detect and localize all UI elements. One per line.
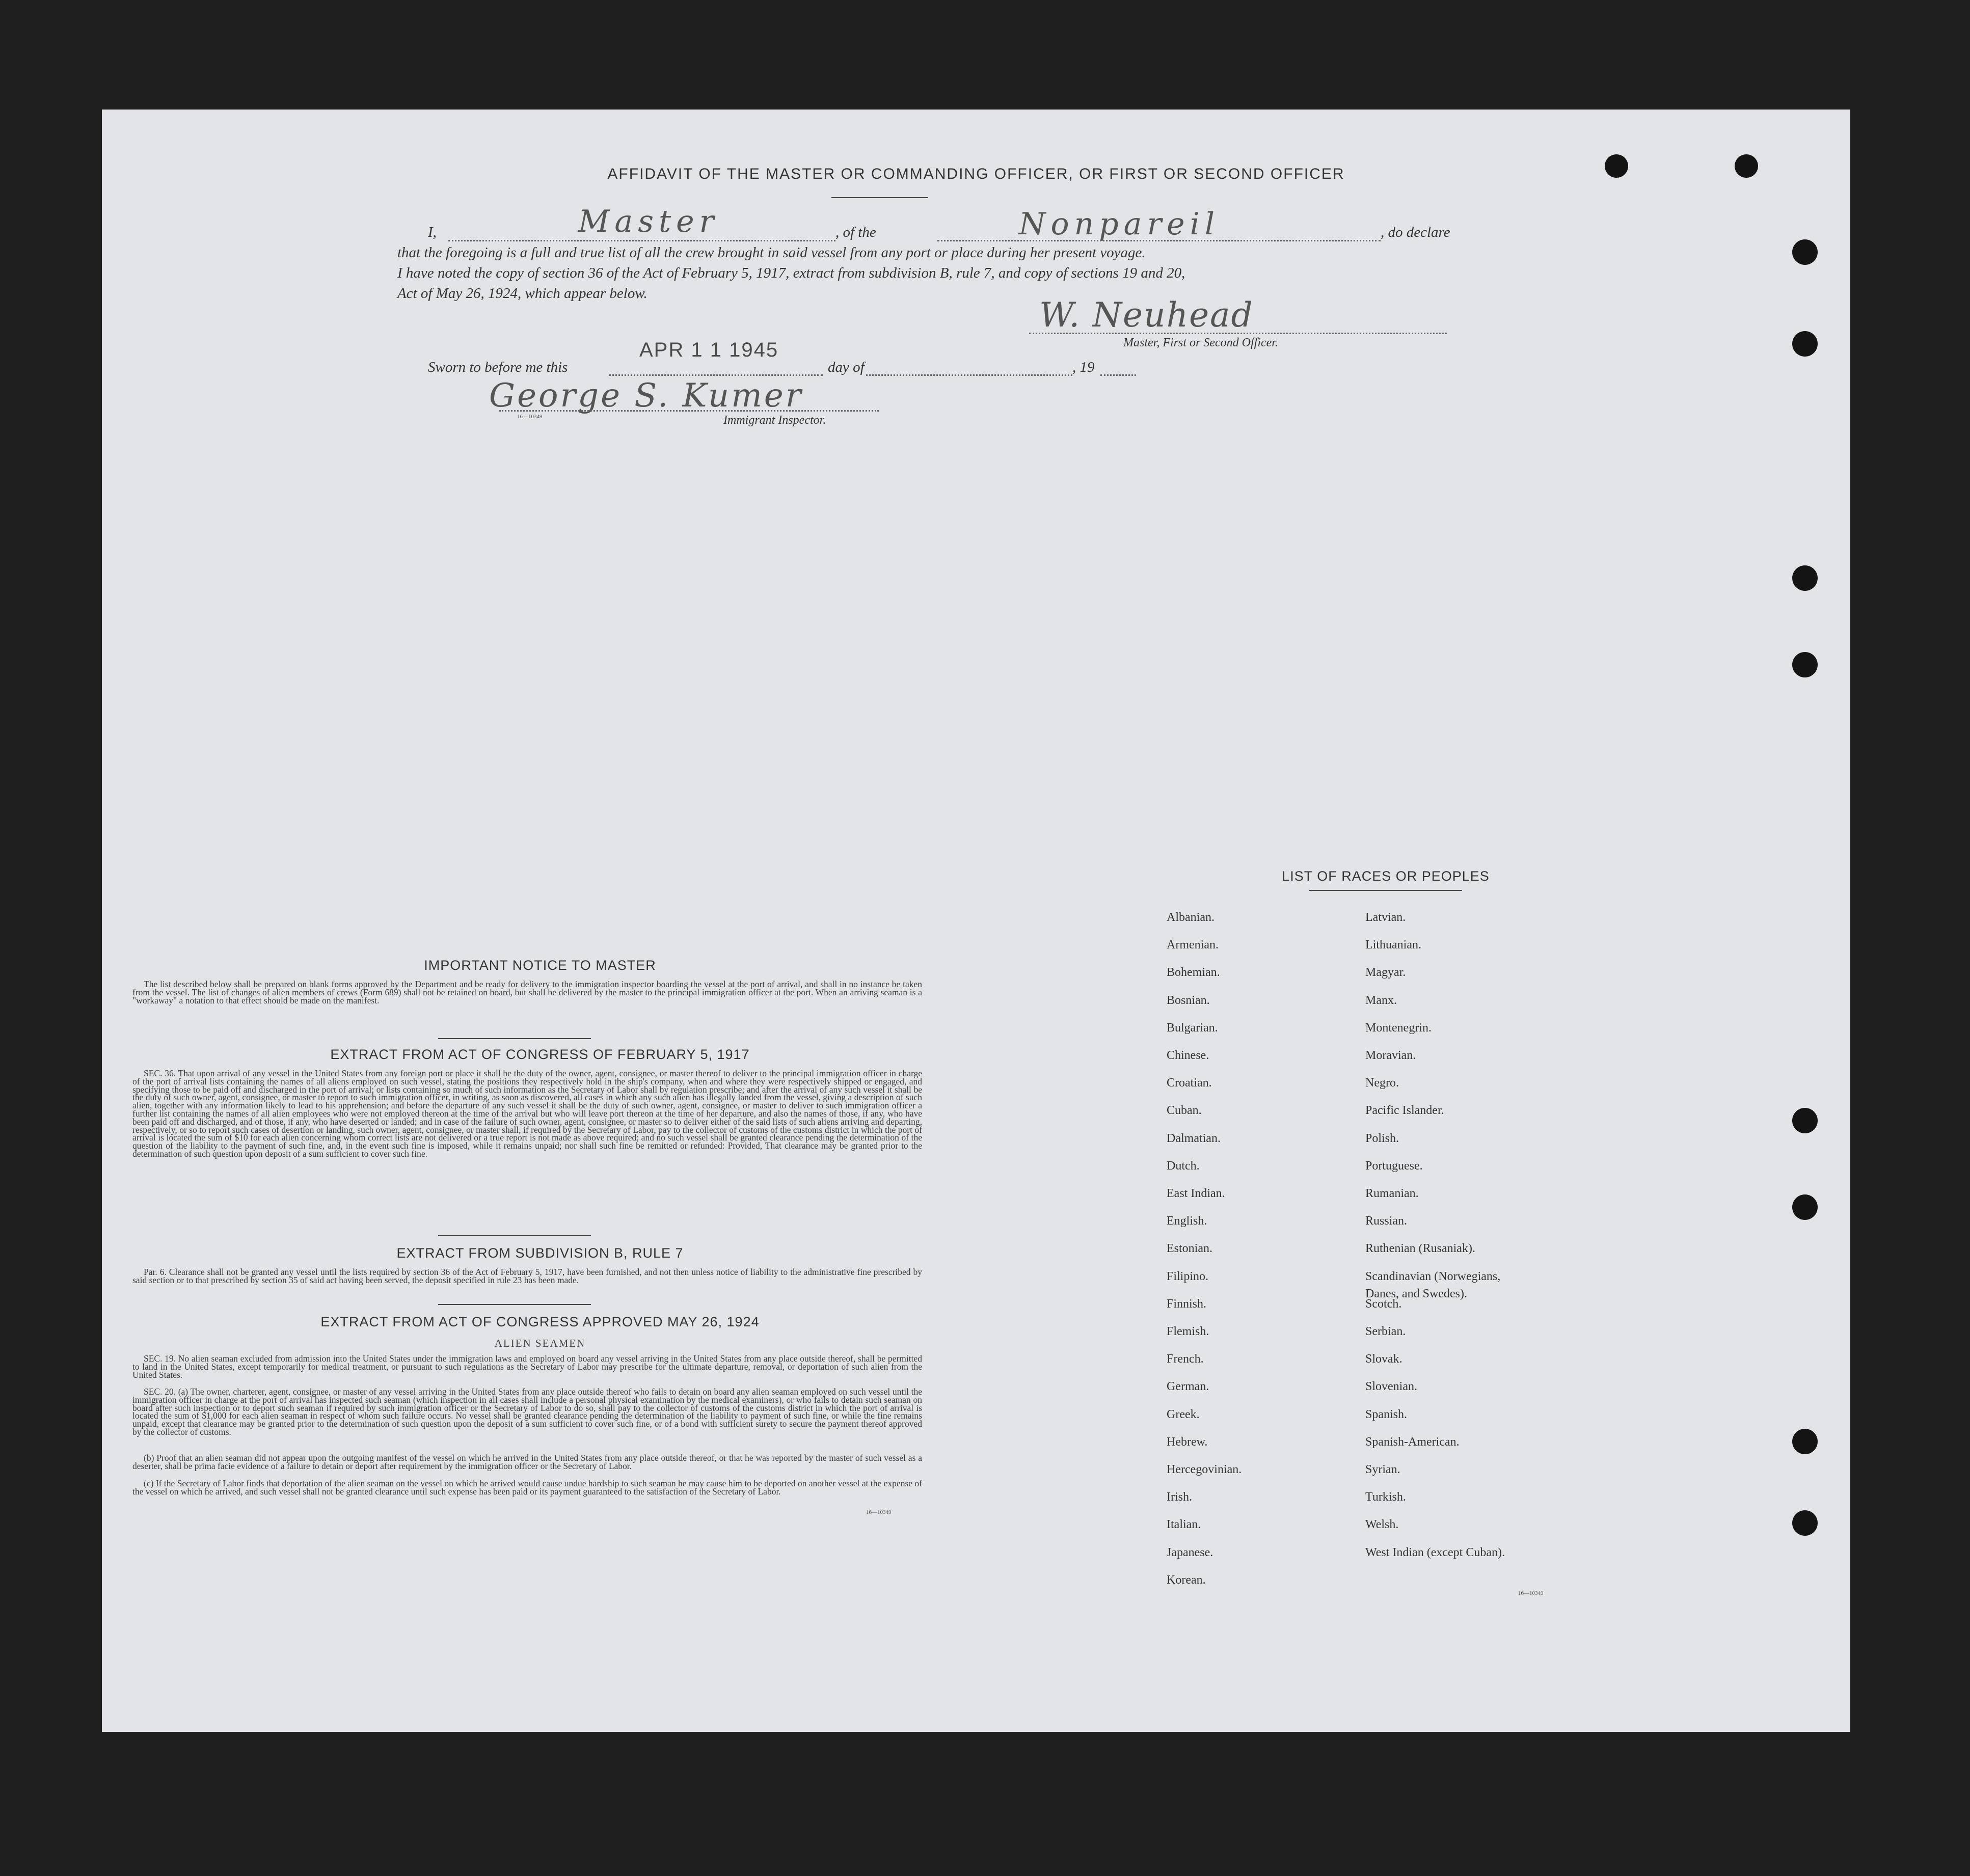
extract-form-number: 16—10349	[866, 1509, 892, 1515]
binder-hole	[1792, 1429, 1818, 1454]
sec20c-text: (c) If the Secretary of Labor finds that deportation of the alien seaman on the vessel on which he arrived would cause undue hardship to such seaman he may cause him to be deported on another vessel at the expense of the vessel on which he arrived, and such vessel shall not be granted clearance until such expense has been paid or its payment guaranteed to the satisfaction of the Secretary of Labor.	[132, 1478, 922, 1497]
race-item: Albanian.	[1167, 911, 1215, 924]
race-item: Croatian.	[1167, 1076, 1212, 1090]
race-item: Turkish.	[1365, 1490, 1406, 1504]
race-item: Korean.	[1167, 1573, 1206, 1587]
binder-hole	[1792, 652, 1818, 677]
date-stamp: APR 1 1 1945	[639, 339, 779, 361]
vessel-handwritten: Nonpareil	[1019, 206, 1220, 242]
race-item: Syrian.	[1365, 1463, 1400, 1476]
race-item: Scandinavian (Norwegians,	[1365, 1269, 1501, 1283]
race-item: Portuguese.	[1365, 1159, 1423, 1173]
affidavit-body-line3: Act of May 26, 1924, which appear below.	[397, 285, 647, 302]
binder-hole	[1792, 565, 1818, 591]
binder-hole	[1605, 154, 1628, 178]
race-item: Bohemian.	[1167, 966, 1220, 980]
race-item: Montenegrin.	[1365, 1021, 1432, 1035]
race-item: Bosnian.	[1167, 993, 1210, 1007]
sec19-text: SEC. 19. No alien seaman excluded from admission into the United States under the immigration laws and employed on board any vessel arriving in the United States from any place outside thereof, shall be permitted to land in the United States, except temporarily for medical treatment, or pursuant to such regulations as the Secretary of Labor may prescribe for the ultimate departure, removal, or deportation of such alien from the United States.	[132, 1353, 922, 1380]
race-scandinavian-cont: Danes, and Swedes).	[1365, 1287, 1467, 1300]
subdivision-text: Par. 6. Clearance shall not be granted any vessel until the lists required by section 36 of the Act of February 5, 1917, have been furnished, and not then unless notice of liability to the administrative fine prescribed by said section or to that prescribed by section 35 of said act having been served, the deposit specified in rule 23 has been made.	[132, 1267, 922, 1285]
race-item: Japanese.	[1167, 1545, 1213, 1559]
race-item: Irish.	[1167, 1490, 1192, 1504]
race-item: Greek.	[1167, 1407, 1200, 1421]
race-item: Scotch.	[1365, 1297, 1402, 1311]
race-item: Slovak.	[1365, 1352, 1402, 1366]
race-item: Hebrew.	[1167, 1435, 1208, 1449]
race-item: Dutch.	[1167, 1159, 1200, 1173]
race-item: Magyar.	[1365, 966, 1406, 980]
race-item: East Indian.	[1167, 1187, 1225, 1200]
race-item: Pacific Islander.	[1365, 1104, 1444, 1118]
binder-hole	[1792, 1510, 1818, 1536]
race-item: Latvian.	[1365, 911, 1406, 924]
race-item: Lithuanian.	[1365, 938, 1421, 952]
affidavit-title: AFFIDAVIT OF THE MASTER OR COMMANDING OFFICER, OR FIRST OR SECOND OFFICER	[607, 166, 1345, 182]
affidavit-form-number: 16—10349	[517, 414, 543, 420]
race-item: German.	[1167, 1380, 1209, 1394]
notice-title: IMPORTANT NOTICE TO MASTER	[424, 958, 656, 973]
race-item: Spanish.	[1365, 1407, 1408, 1421]
binder-hole	[1792, 331, 1818, 357]
notice-text: The list described below shall be prepared on blank forms approved by the Department and be ready for delivery to the immigration inspector boarding the vessel at the port of arrival, and shall in no instance be taken from the vessel. The list of changes of alien members of crews (Form 689) shall not be retained on board, but shall be delivered by the master to the principal immigration officer at the port. When an arriving seaman is a "workaway" a notation to that effect should be made on the manifest.	[132, 979, 922, 1005]
race-item: Spanish-American.	[1365, 1435, 1460, 1449]
i-label: I,	[428, 224, 437, 240]
inspector-caption: Immigrant Inspector.	[723, 414, 826, 427]
inspector-signature: George S. Kumer	[489, 377, 803, 415]
master-signature-line	[1029, 333, 1447, 334]
name-line	[448, 240, 835, 241]
race-item: Welsh.	[1365, 1518, 1399, 1532]
race-item: Estonian.	[1167, 1242, 1212, 1256]
binder-hole	[1792, 239, 1818, 265]
year-prefix: , 19	[1072, 359, 1095, 375]
race-item: Armenian.	[1167, 938, 1219, 952]
of-the-label: , of the	[835, 224, 876, 240]
race-item: Russian.	[1365, 1214, 1408, 1228]
title-rule	[831, 197, 928, 198]
race-item: Manx.	[1365, 993, 1397, 1007]
month-line	[866, 374, 1072, 376]
race-item: Slovenian.	[1365, 1380, 1417, 1394]
binder-hole	[1735, 154, 1758, 178]
inspector-signature-line	[499, 410, 879, 412]
subdivision-rule	[438, 1304, 591, 1305]
race-item: Finnish.	[1167, 1297, 1207, 1311]
form-page	[102, 110, 1850, 1732]
sworn-label: Sworn to before me this	[428, 359, 568, 375]
extract1924-subtitle: ALIEN SEAMEN	[494, 1337, 586, 1349]
race-item: Ruthenian (Rusaniak).	[1365, 1242, 1475, 1256]
sec20a-text: SEC. 20. (a) The owner, charterer, agent, consignee, or master of any vessel arriving in the United States from any place outside thereof who fails to detain on board any alien seaman employed on such vessel until the immigration officer in charge at the port of arrival has inspected such seaman (which inspection in all cases shall include a personal physical examination by the medical examiners), or who fails to detain such seaman on board after such inspection or to deport such seaman if required by such immigration officer or the Secretary of Labor to do so, shall pay to the collector of customs of the customs district in which the port of arrival is located the sum of $1,000 for each alien seaman in respect of whom such failure occurs. No vessel shall be granted clearance pending the determination of the liability to payment of such fine, or while the fine remains unpaid, except that clearance may be granted prior to the determination of such question upon the deposit of a sum sufficient to cover such fine, or of a bond with sufficient surety to secure the payment thereof approved by the collector of customs.	[132, 1386, 922, 1437]
master-caption: Master, First or Second Officer.	[1123, 336, 1278, 349]
extract1924-title: EXTRACT FROM ACT OF CONGRESS APPROVED MAY 26, 1924	[320, 1314, 760, 1329]
extract1917-title: EXTRACT FROM ACT OF CONGRESS OF FEBRUARY 5, 1917	[330, 1047, 750, 1062]
race-item: Dalmatian.	[1167, 1131, 1221, 1145]
notice-rule	[438, 1038, 591, 1039]
races-form-number: 16—10349	[1518, 1590, 1544, 1596]
extract1917-text: SEC. 36. That upon arrival of any vessel in the United States from any foreign port or place it shall be the duty of the owner, agent, consignee, or master thereof to deliver to the principal immigration officer in charge of the port of arrival lists containing the names of all aliens employed on such vessel, stating the positions they respectively hold in the ship's company, when and where they were respectively shipped or engaged, and specifying those to be paid off and discharged in the port of arrival; or lists containing so much of such information as the Secretary of Labor shall by regulation prescribe; and after the arrival of any such vessel it shall be the duty of such owner, agent, consignee, or master to report to such immigration officer, in writing, as soon as discovered, all cases in which any such alien has illegally landed from the vessel, giving a description of such alien, together with any information likely to lead to his apprehension; and before the departure of any such vessel it shall be the duty of such owner, agent, consignee, or master to deliver to such immigration officer a further list containing the names of all alien employees who were not employed thereon at the time of the arrival but who will leave port thereon at the time of her departure, and also the names of those, if any, who have been paid off and discharged, and of those, if any, who have deserted or landed; and in case of the failure of such owner, agent, consignee, or master so to deliver either of the said lists of such aliens arriving and departing, respectively, or so to report such cases of desertion or landing, such owner, agent, consignee, or master shall, if required by the Secretary of Labor, pay to the collector of customs of the customs district in which the port of arrival is located the sum of $10 for each alien concerning whom correct lists are not delivered or a true report is not made as above required; and no such vessel shall be granted clearance pending the determination of the question of the liability to the payment of such fine, and, in the event such fine is imposed, while it remains unpaid; nor shall such fine be remitted or refunded: Provided, That clearance may be granted prior to the determination of such question upon deposit of a sum sufficient to cover such fine.	[132, 1068, 922, 1159]
extract1917-rule	[438, 1235, 591, 1236]
race-item: Negro.	[1365, 1076, 1399, 1090]
master-handwritten: Master	[578, 204, 719, 239]
races-title: LIST OF RACES OR PEOPLES	[1282, 868, 1490, 884]
race-item: Bulgarian.	[1167, 1021, 1218, 1035]
races-rule	[1309, 890, 1462, 891]
do-declare-label: , do declare	[1381, 224, 1450, 240]
binder-hole	[1792, 1194, 1818, 1220]
race-item: Rumanian.	[1365, 1187, 1419, 1200]
master-signature: W. Neuhead	[1039, 295, 1254, 335]
race-item: Chinese.	[1167, 1049, 1209, 1062]
affidavit-body-line2: I have noted the copy of section 36 of the Act of February 5, 1917, extract from subdivision B, rule 7, and copy of sections 19 and 20,	[397, 265, 1185, 281]
race-item: Flemish.	[1167, 1325, 1209, 1338]
day-of-label: day of	[828, 359, 865, 375]
subdivision-title: EXTRACT FROM SUBDIVISION B, RULE 7	[396, 1245, 684, 1261]
sec20b-text: (b) Proof that an alien seaman did not appear upon the outgoing manifest of the vessel on which he arrived in the United States from any place outside thereof, or that he was reported by the master of such vessel as a deserter, shall be prima facie evidence of a failure to detain or deport after requirement by the immigration officer or the Secretary of Labor.	[132, 1453, 922, 1471]
race-item: Serbian.	[1365, 1325, 1406, 1338]
sworn-day-line	[609, 374, 823, 376]
race-item: West Indian (except Cuban).	[1365, 1545, 1505, 1559]
race-item: Cuban.	[1167, 1104, 1202, 1118]
race-item: Polish.	[1365, 1131, 1399, 1145]
affidavit-body-line1: that the foregoing is a full and true list of all the crew brought in said vessel from any port or place during her present voyage.	[397, 244, 1146, 261]
race-item: Hercegovinian.	[1167, 1463, 1242, 1476]
race-item: English.	[1167, 1214, 1207, 1228]
binder-hole	[1792, 1108, 1818, 1133]
race-item: Italian.	[1167, 1518, 1201, 1532]
race-item: French.	[1167, 1352, 1204, 1366]
race-item: Moravian.	[1365, 1049, 1416, 1062]
year-line	[1100, 374, 1136, 376]
race-item: Filipino.	[1167, 1269, 1209, 1283]
